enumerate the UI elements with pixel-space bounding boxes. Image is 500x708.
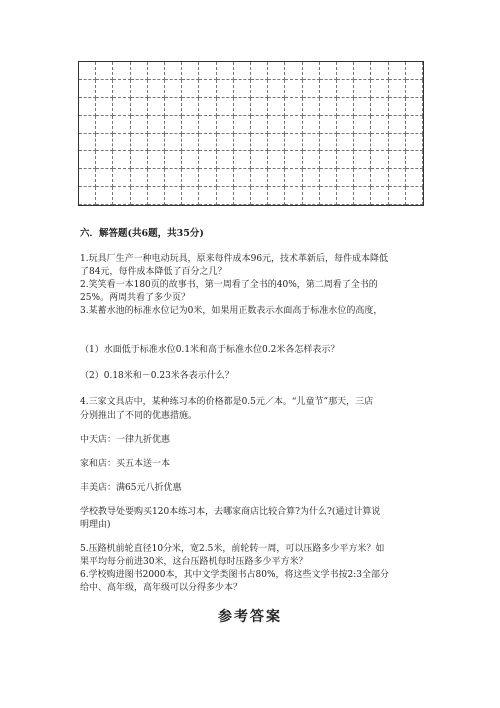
grid-cell [234, 80, 251, 98]
grid-cell [354, 134, 371, 152]
grid-cell [406, 187, 423, 205]
grid-cell [320, 80, 337, 98]
grid-cell [131, 116, 148, 134]
grid-cell [113, 134, 130, 152]
grid-cell [148, 151, 165, 169]
grid-cell [268, 116, 285, 134]
grid-cell [165, 169, 182, 187]
grid-cell [131, 151, 148, 169]
q3-line1: 3.某蓄水池的标准水位记为0米，如果用正数表示水面高于标准水位的高度， [80, 306, 383, 316]
grid-cell [389, 169, 406, 187]
grid-cell [199, 151, 216, 169]
grid-cell [371, 187, 388, 205]
grid-cell [251, 80, 268, 98]
grid-cell [79, 80, 96, 98]
grid-cell [251, 134, 268, 152]
grid-cell [320, 98, 337, 116]
grid-cell [182, 116, 199, 134]
grid-cell [165, 134, 182, 152]
grid-cell [199, 62, 216, 80]
grid-cell [406, 169, 423, 187]
grid-cell [251, 62, 268, 80]
q1-line2: 了84元，每件成本降低了百分之几？ [80, 267, 227, 277]
grid-cell [371, 98, 388, 116]
grid-cell [148, 62, 165, 80]
grid-cell [96, 116, 113, 134]
q1-line1: 1.玩具厂生产一种电动玩具，原来每件成本96元，技术革新后，每件成本降低 [80, 254, 389, 264]
grid-cell [113, 62, 130, 80]
grid-cell [199, 98, 216, 116]
grid-cell [113, 151, 130, 169]
grid-cell [320, 62, 337, 80]
grid-cell [79, 134, 96, 152]
grid-cell [268, 62, 285, 80]
grid-cell [268, 98, 285, 116]
grid-cell [337, 134, 354, 152]
grid-cell [371, 116, 388, 134]
grid-cell [234, 169, 251, 187]
grid-cell [251, 169, 268, 187]
grid-cell [285, 187, 302, 205]
grid-cell [303, 62, 320, 80]
grid-cell [165, 116, 182, 134]
grid-cell [389, 151, 406, 169]
grid-cell [79, 62, 96, 80]
grid-cell [303, 151, 320, 169]
grid-cell [234, 187, 251, 205]
grid-cell [371, 169, 388, 187]
grid-cell [182, 62, 199, 80]
grid-cell [217, 62, 234, 80]
grid-cell [217, 80, 234, 98]
grid-cell [303, 80, 320, 98]
q5-line1: 5.压路机前轮直径10分米，宽2.5米，前轮转一周，可以压路多少平方米？如 [80, 544, 385, 554]
grid-cell [371, 134, 388, 152]
grid-cell [303, 187, 320, 205]
grid-cell [182, 98, 199, 116]
writing-grid [78, 61, 424, 206]
q3-sub1: （1）水面低于标准水位0.1米和高于标准水位0.2米各怎样表示？ [80, 345, 340, 355]
grid-cell [217, 187, 234, 205]
grid-cell [79, 116, 96, 134]
grid-cell [148, 187, 165, 205]
grid-cell [251, 116, 268, 134]
q5-line2: 果平均每分前进30米，这台压路机每时压路多少平方米？ [80, 557, 308, 567]
grid-cell [148, 98, 165, 116]
grid-cell [406, 80, 423, 98]
grid-cell [371, 62, 388, 80]
grid-cell [354, 80, 371, 98]
grid-cell [268, 187, 285, 205]
grid-cell [337, 151, 354, 169]
grid-cell [268, 169, 285, 187]
grid-cell [337, 116, 354, 134]
grid-cell [96, 134, 113, 152]
grid-cell [165, 62, 182, 80]
grid-cell [79, 98, 96, 116]
grid-cell [182, 187, 199, 205]
grid-cell [148, 116, 165, 134]
grid-cell [406, 98, 423, 116]
grid-cell [303, 169, 320, 187]
grid-cell [96, 151, 113, 169]
grid-cell [131, 134, 148, 152]
q2-line1: 2.笑笑看一本180页的故事书，第一周看了全书的40%，第二周看了全书的 [80, 280, 378, 290]
grid-cell [217, 98, 234, 116]
grid-cell [320, 169, 337, 187]
grid-cell [199, 169, 216, 187]
grid-cell [406, 62, 423, 80]
grid-cell [96, 62, 113, 80]
grid-cell [165, 187, 182, 205]
grid-cell [96, 169, 113, 187]
grid-cell [303, 98, 320, 116]
q4-store3: 丰美店：满65元八折优惠 [80, 483, 182, 493]
grid-cell [251, 98, 268, 116]
grid-cell [371, 151, 388, 169]
grid-cell [337, 80, 354, 98]
grid-cell [354, 169, 371, 187]
q4-line1: 4.三家文具店中，某种练习本的价格都是0.5元／本。“儿童节”那天，三店 [80, 397, 374, 407]
q4-store1: 中天店：一律九折优惠 [80, 435, 171, 445]
grid-cell [303, 134, 320, 152]
grid-cell [337, 98, 354, 116]
grid-cell [337, 187, 354, 205]
grid-cell [182, 169, 199, 187]
grid-cell [79, 169, 96, 187]
grid-cell [131, 187, 148, 205]
grid-cell [285, 116, 302, 134]
grid-cell [389, 62, 406, 80]
section-title: 六．解答题(共6题，共35分) [80, 228, 204, 239]
grid-cell [354, 98, 371, 116]
grid-cell [285, 98, 302, 116]
grid-cell [96, 98, 113, 116]
grid-cell [354, 62, 371, 80]
grid-cell [96, 187, 113, 205]
grid-cell [113, 187, 130, 205]
grid-cell [182, 134, 199, 152]
grid-cell [182, 80, 199, 98]
grid-cell [320, 151, 337, 169]
grid-cell [96, 80, 113, 98]
grid-cell [165, 80, 182, 98]
grid-cell [337, 62, 354, 80]
grid-cell [251, 151, 268, 169]
grid-cell [389, 98, 406, 116]
grid-cell [131, 98, 148, 116]
grid-cell [389, 134, 406, 152]
grid-cell [406, 134, 423, 152]
q2-line2: 25%。两周共看了多少页？ [80, 293, 191, 303]
grid-cell [234, 151, 251, 169]
grid-cell [217, 169, 234, 187]
grid-cell [285, 134, 302, 152]
grid-cell [131, 62, 148, 80]
grid-cell [79, 151, 96, 169]
grid-cell [337, 169, 354, 187]
grid-cell [354, 116, 371, 134]
grid-cell [389, 187, 406, 205]
grid-cell [285, 169, 302, 187]
grid-cell [199, 116, 216, 134]
grid-cell [234, 116, 251, 134]
grid-cell [285, 62, 302, 80]
grid-cell [234, 62, 251, 80]
grid-cell [406, 116, 423, 134]
q4-line2: 分别推出了不同的优惠措施。 [80, 411, 198, 421]
grid-cell [285, 151, 302, 169]
grid-cell [217, 116, 234, 134]
grid-cell [199, 80, 216, 98]
grid-cell [217, 151, 234, 169]
grid-cell [165, 151, 182, 169]
q6-line2: 给中、高年级，高年级可以分得多少本？ [80, 583, 243, 593]
answer-title: 参考答案 [218, 609, 282, 625]
grid-cell [131, 80, 148, 98]
q4-line4: 明理由) [80, 520, 111, 530]
grid-cell [354, 151, 371, 169]
q6-line1: 6.学校购进图书2000本，其中文学类图书占80%，将这些文学书按2:3全部分 [80, 570, 389, 580]
q4-line3: 学校教导处要购买120本练习本，去哪家商店比较合算?为什么?(通过计算说 [80, 507, 381, 517]
grid-cell [148, 134, 165, 152]
grid-cell [268, 134, 285, 152]
grid-cell [165, 98, 182, 116]
grid-cell [389, 80, 406, 98]
grid-cell [234, 134, 251, 152]
grid-cell [148, 80, 165, 98]
grid-cell [303, 116, 320, 134]
grid-cell [113, 169, 130, 187]
grid-cell [406, 151, 423, 169]
grid-cell [371, 80, 388, 98]
q4-store2: 家和店：买五本送一本 [80, 459, 171, 469]
grid-cell [113, 80, 130, 98]
grid-cell [131, 169, 148, 187]
grid-cell [320, 134, 337, 152]
grid-cell [199, 134, 216, 152]
grid-cell [199, 187, 216, 205]
grid-cell [285, 80, 302, 98]
grid-cell [113, 98, 130, 116]
grid-cell [320, 187, 337, 205]
q3-sub2: （2）0.18米和－0.23米各表示什么？ [80, 371, 234, 381]
grid-cell [148, 169, 165, 187]
grid-cell [182, 151, 199, 169]
grid-cell [217, 134, 234, 152]
grid-cell [113, 116, 130, 134]
grid-cell [234, 98, 251, 116]
grid-cell [268, 80, 285, 98]
grid-cell [354, 187, 371, 205]
grid-cell [251, 187, 268, 205]
grid-cell [320, 116, 337, 134]
grid-cell [389, 116, 406, 134]
grid-cell [79, 187, 96, 205]
grid-cell [268, 151, 285, 169]
